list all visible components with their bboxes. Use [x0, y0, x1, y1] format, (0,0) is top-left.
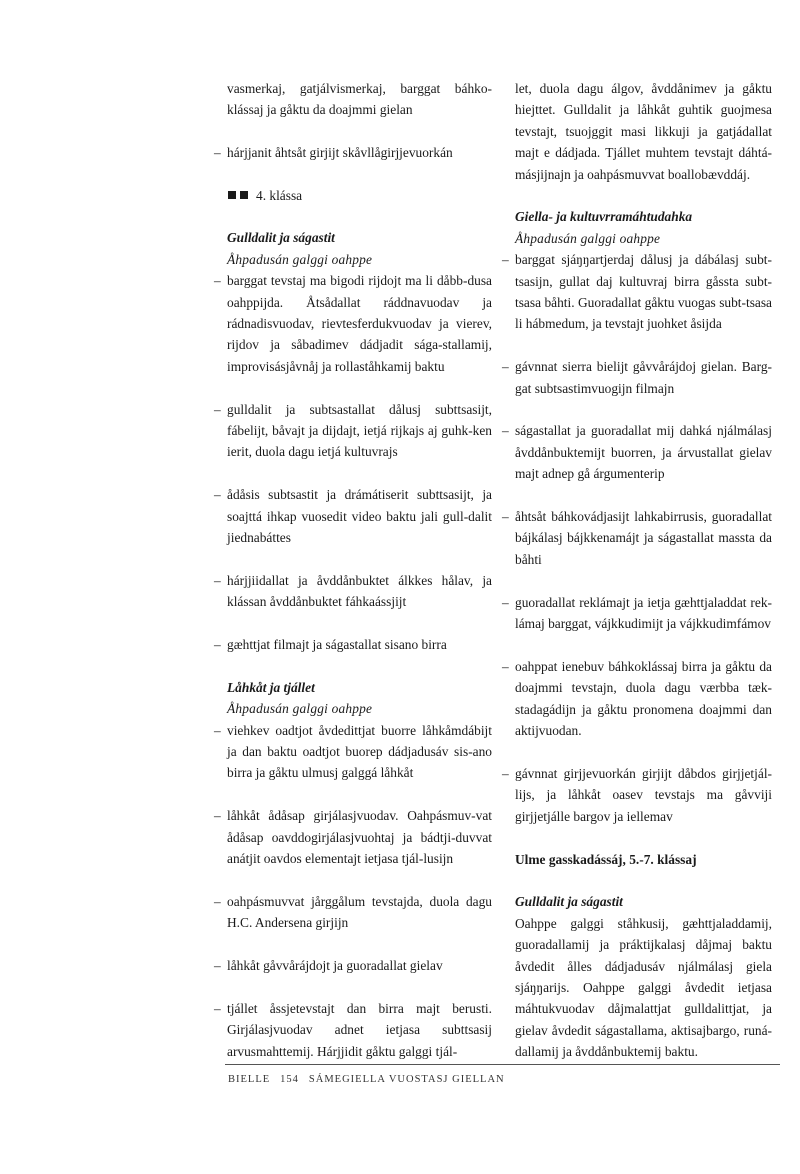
left-column — [214, 78, 492, 1062]
list-item: – gæhttjat filmajt ja ságastallat sisano birra — [214, 637, 447, 653]
list-item: – barggat tevstaj ma bigodi rijdojt ma li dåbb-dusa oahppijda. Åtsådallat ráddnavuodav ja rádnadisvuodav, rievtesferdukvuodav ja vierev, rijdov ja såbadimev dádjadit sága-stallamij, improvisásjåvnåj ja rollaståhkamij baktu — [214, 273, 492, 374]
list-item: – ságastallat ja guoradallat mij dahká njálmálasj åvddånbuktemijt buorren, ja árvustallat gielav majt adnep gå árgumenterip — [502, 423, 772, 482]
section-title: Låhkåt ja tjállet — [227, 679, 315, 695]
list-item: – gulldalit ja subtsastallat dålusj subttsasijt, fábelijt, båvajt ja dijdajt, ietjá rijkajs aj guhk-ken ierit, duola dagu ietjá kultuvrajs — [214, 401, 492, 460]
footer-label: BIELLE — [228, 1074, 271, 1085]
right-column — [502, 78, 772, 1063]
list-item: – viehkev oadtjot åvdedittjat buorre låhkåmdábijt ja dan baktu oadtjot buorep dádjadusáv sis-ano birra ja gåktu ulmusj galggá låhkåt — [214, 722, 492, 781]
page-number: 154 — [280, 1074, 299, 1085]
list-item: – ådåsis subtsastit ja drámátiserit subttsasijt, ja soajttá ihkap vuosedit video baktu jali gull-dalit jiednabáttes — [214, 487, 492, 546]
level-heading: 4. klássa — [228, 185, 492, 206]
square-bullet-icon — [240, 191, 248, 199]
list-item: – oahppat ienebuv báhkoklássaj birra ja gåktu da doajmmi tevstajn, duola dagu værbba tæk-stadagádijn ja gåktu pronomena doajmmi dan aktijvuodan. — [502, 658, 772, 739]
list-item: – guoradallat reklámajt ja ietja gæhttjaladdat rek-lámaj barggat, vájkkudimijt ja vájkkudimfámov — [502, 594, 772, 632]
section-title: Gulldalit ja ságastit — [227, 230, 335, 246]
section-subtitle: Åhpadusán galggi oahppe — [227, 701, 373, 717]
list-item: – gávnnat sierra bielijt gåvvårájdoj gielan. Barg-gat subtsastimvuogijn filmajn — [502, 359, 772, 396]
list-item: – barggat sjáŋŋartjerdaj dålusj ja dábálasj subt-tsasijn, gullat daj kultuvraj birra gåssta subt-tsasa båhti. Guoradallat gåktu vuogas subt-tsasa li hábmedum, ja tevstajt juohket åsijda — [502, 252, 772, 332]
stage-heading: Ulme gasskadássáj, 5.-7. klássaj — [515, 851, 697, 867]
list-item: – gávnnat girjjevuorkán girjijt dåbdos girjjetjál-lijs, ja låhkåt oasev tevstajs ma gåvviji girjjetjálle bargov ja iellemav — [502, 765, 772, 824]
list-item: – låhkåt gåvvårájdojt ja guoradallat gielav — [214, 958, 443, 974]
list-item: – hárjjanit åhtsåt girjijt skåvllågirjjevuorkán — [214, 145, 453, 161]
continued-paragraph: let, duola dagu álgov, åvddånimev ja gåktu hiejttet. Gulldalit ja låhkåt guhtik guojmesa tevstajt, tsuojggit masi likkuji ja gatjádallat majt e dádjada. Tjállet muhtem tevstajt dáhtá-másjijnajn ja oahpásmuvvat boallobævddáj. — [515, 81, 772, 182]
section-title: Gulldalit ja ságastit — [515, 894, 623, 910]
section-subtitle: Åhpadusán galggi oahppe — [227, 251, 373, 267]
section-subtitle: Åhpadusán galggi oahppe — [515, 230, 661, 246]
continued-paragraph: vasmerkaj, gatjálvismerkaj, barggat báhko-klássaj ja gåktu da doajmmi gielan — [227, 81, 492, 118]
list-item: – tjállet åssjetevstajt dan birra majt berusti. Girjálasjvuodav adnet ietjasa subttsasij arvusmahttemij. Hárjjidit gåktu galggi tjál- — [214, 1000, 492, 1059]
list-item: – oahpásmuvvat jårggålum tevstajda, duola dagu H.C. Andersena girjijn — [214, 893, 492, 931]
page-footer — [228, 1074, 515, 1085]
square-bullet-icon — [228, 191, 236, 199]
list-item: – hárjjiidallat ja åvddånbuktet álkkes hålav, ja klássan åvddånbuktet fáhkaássjijt — [214, 572, 492, 610]
footer-divider — [225, 1064, 780, 1065]
list-item: – åhtsåt báhkovádjasijt lahkabirrusis, guoradallat bájkálasj bájkkenamájt ja ságastallat massta da båhti — [502, 509, 772, 567]
list-item: – låhkåt ådåsap girjálasjvuodav. Oahpásmuv-vat ådåsap oavddogirjálasjvuohtaj ja bádtji-duvvat anátjit oavdos elementajt ietjasa tjál-lusijn — [214, 808, 492, 867]
section-title: Giella- ja kultuvrramáhtudahka — [515, 209, 693, 225]
footer-title: SÁMEGIELLA VUOSTASJ GIELLAN — [308, 1074, 505, 1085]
section-paragraph: Oahppe galggi ståhkusij, gæhttjaladdamij, guoradallamij ja práktijkalasj dåjmaj baktu åvdedit ålles dádjadusáv njálmálasj giela sjáŋŋarijs. Oahppe galggi åvdedit ietjasa máhtukvuodav dåjmalattjat gulldalittjat, ja gielav åvdedit ságastallama, aktisajbargo, runá-dallamij ja åvddånbuktemij baktu. — [515, 915, 772, 1060]
